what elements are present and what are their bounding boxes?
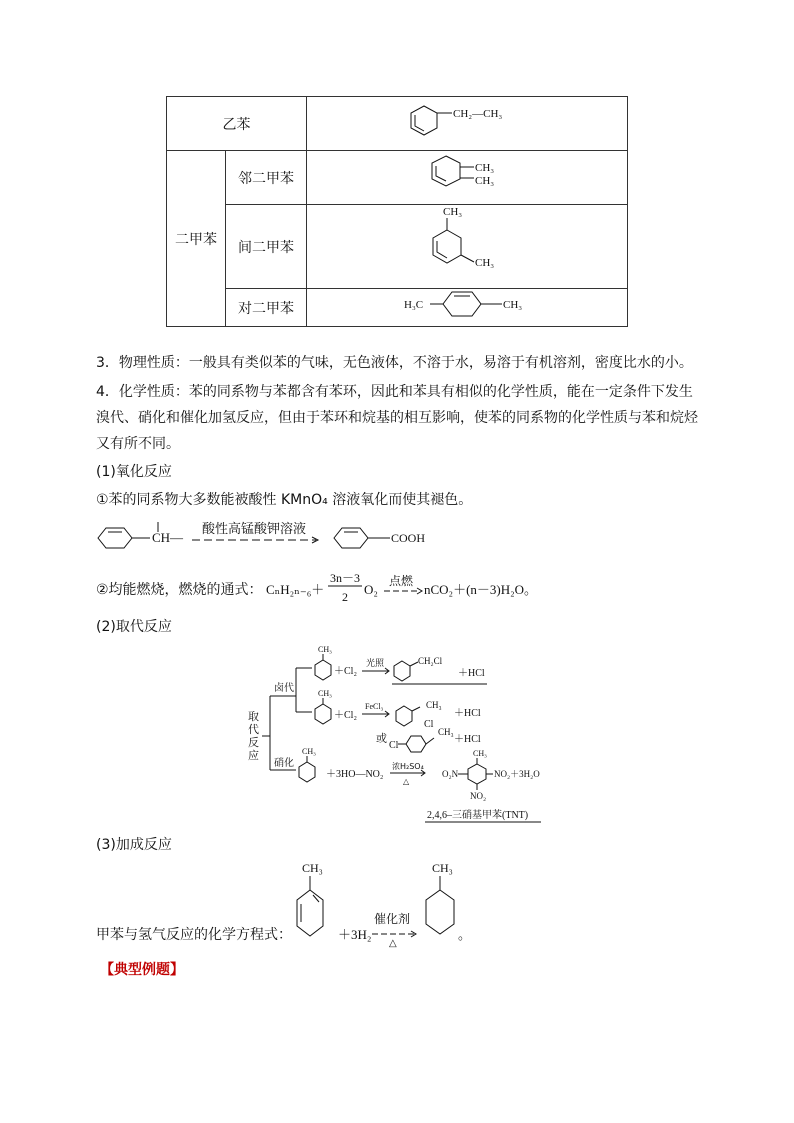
heading-substitution: (2)取代反应 [96,619,172,635]
svg-text:CH₃: CH₃ [302,747,316,756]
svg-text:代: 代 [248,723,259,736]
cell-xylene-group: 二甲苯 [167,151,226,327]
combustion-products: nCO₂＋(n－3)H₂O。 [424,582,538,597]
add-ch3-cyclohexane: CH₃ [432,861,453,875]
combustion-frac-num: 3n－3 [330,571,361,585]
ortho-ch3-a: CH₃ [475,162,495,174]
sub-cl-ortho: Cl [424,719,434,730]
svg-text:CH₃: CH₃ [318,645,332,654]
sub-cl2-b: ＋Cl₂ [334,710,357,721]
combustion-prefix: ②均能燃烧，燃烧的通式： [96,582,263,598]
ortho-xylene-structure [432,156,494,187]
sub-light: 光照 [366,659,385,669]
sub-hcl-a: ＋HCl [458,668,485,679]
paragraph-chemical-properties-1: 4．化学性质：苯的同系物与苯都含有苯环，因此和苯具有相似的化学性质，能在一定条件下发生 [96,384,693,400]
combustion-equation [0,570,794,606]
cell-para-name: 对二甲苯 [226,289,307,327]
combustion-frac-den: 2 [342,590,348,604]
para-left: H₃C [404,299,424,311]
add-delta: △ [389,938,397,948]
ethyl-formula: CH₂—CH₃ [453,108,503,120]
sub-nitro: 硝化 [274,758,294,769]
svg-text:CH₃: CH₃ [438,727,454,737]
substitution-scheme [0,638,794,828]
sub-cl2-a: ＋Cl₂ [334,666,357,677]
add-end: 。 [458,927,472,942]
svg-text:反: 反 [248,736,259,749]
add-ch3-toluene: CH₃ [302,861,323,875]
typical-example-heading: 【典型例题】 [100,962,184,978]
sub-o2n: O₂N [442,769,459,779]
meta-xylene-structure [433,206,494,269]
paragraph-chemical-properties-2: 溴代、硝化和催化加氢反应，但由于苯环和烷基的相互影响，使苯的同系物的化学性质与苯和烷烃 [96,410,698,426]
ortho-ch3-b: CH₃ [475,175,495,187]
svg-text:CH₃: CH₃ [473,749,487,758]
addition-prefix: 甲苯与氢气反应的化学方程式： [96,927,292,943]
paragraph-physical-properties: 3．物理性质：一般具有类似苯的气味，无色液体，不溶于水，易溶于有机溶剂，密度比水的小。 [96,355,693,371]
sub-tnt: 2,4,6–三硝基甲苯(TNT) [427,810,529,821]
combustion-reactant: CₙH₂ₙ₋₆＋ [266,582,325,597]
para-right: CH₃ [503,299,523,311]
sub-no2-bottom: NO₂ [470,791,487,801]
cell-ethylbenzene-name: 乙苯 [167,97,307,151]
svg-text:应: 应 [248,749,259,762]
combustion-condition: 点燃 [389,574,414,588]
meta-ch3-side: CH₃ [475,257,495,269]
sub-hno3: ＋3HO—NO₂ [326,769,384,780]
add-h2: ＋3H₂ [338,927,372,942]
sub-hcl-c: ＋HCl [454,734,481,745]
heading-addition: (3)加成反应 [96,837,172,853]
sub-h2so4: 浓H₂SO₄ [392,762,424,771]
svg-text:CH₃: CH₃ [318,689,332,698]
add-catalyst: 催化剂 [374,912,411,926]
addition-scheme [0,858,794,948]
sub-hcl-b: ＋HCl [454,708,481,719]
oxidation-scheme [0,520,794,560]
sub-main-1: 取 [248,710,259,723]
combustion-o2: O₂ [364,582,378,597]
sub-no2-right: NO₂＋3H₂O [494,769,540,779]
meta-ch3-top: CH₃ [443,206,463,218]
sub-or: 或 [376,732,387,745]
paragraph-chemical-properties-3: 又有所不同。 [96,436,180,452]
ox-reagent: 酸性高锰酸钾溶液 [202,522,307,537]
svg-text:CH₃: CH₃ [426,700,442,710]
sub-cl-para: Cl [389,740,399,751]
cell-ortho-name: 邻二甲苯 [226,151,307,205]
table-structures [0,0,794,340]
para-xylene-structure [404,292,522,316]
ox-ch: CH— [152,530,184,545]
sub-prod-a: CH₂Cl [418,656,443,666]
sub-fecl3: FeCl₃ [365,702,384,711]
cell-meta-name: 间二甲苯 [226,205,307,289]
ox-cooh: COOH [391,531,426,545]
ethylbenzene-structure [411,106,502,135]
oxidation-point-1: ①苯的同系物大多数能被酸性 KMnO₄ 溶液氧化而使其褪色。 [96,492,473,508]
heading-oxidation: (1)氧化反应 [96,464,172,480]
sub-halo: 卤代 [274,683,294,694]
sub-delta: △ [403,777,410,786]
